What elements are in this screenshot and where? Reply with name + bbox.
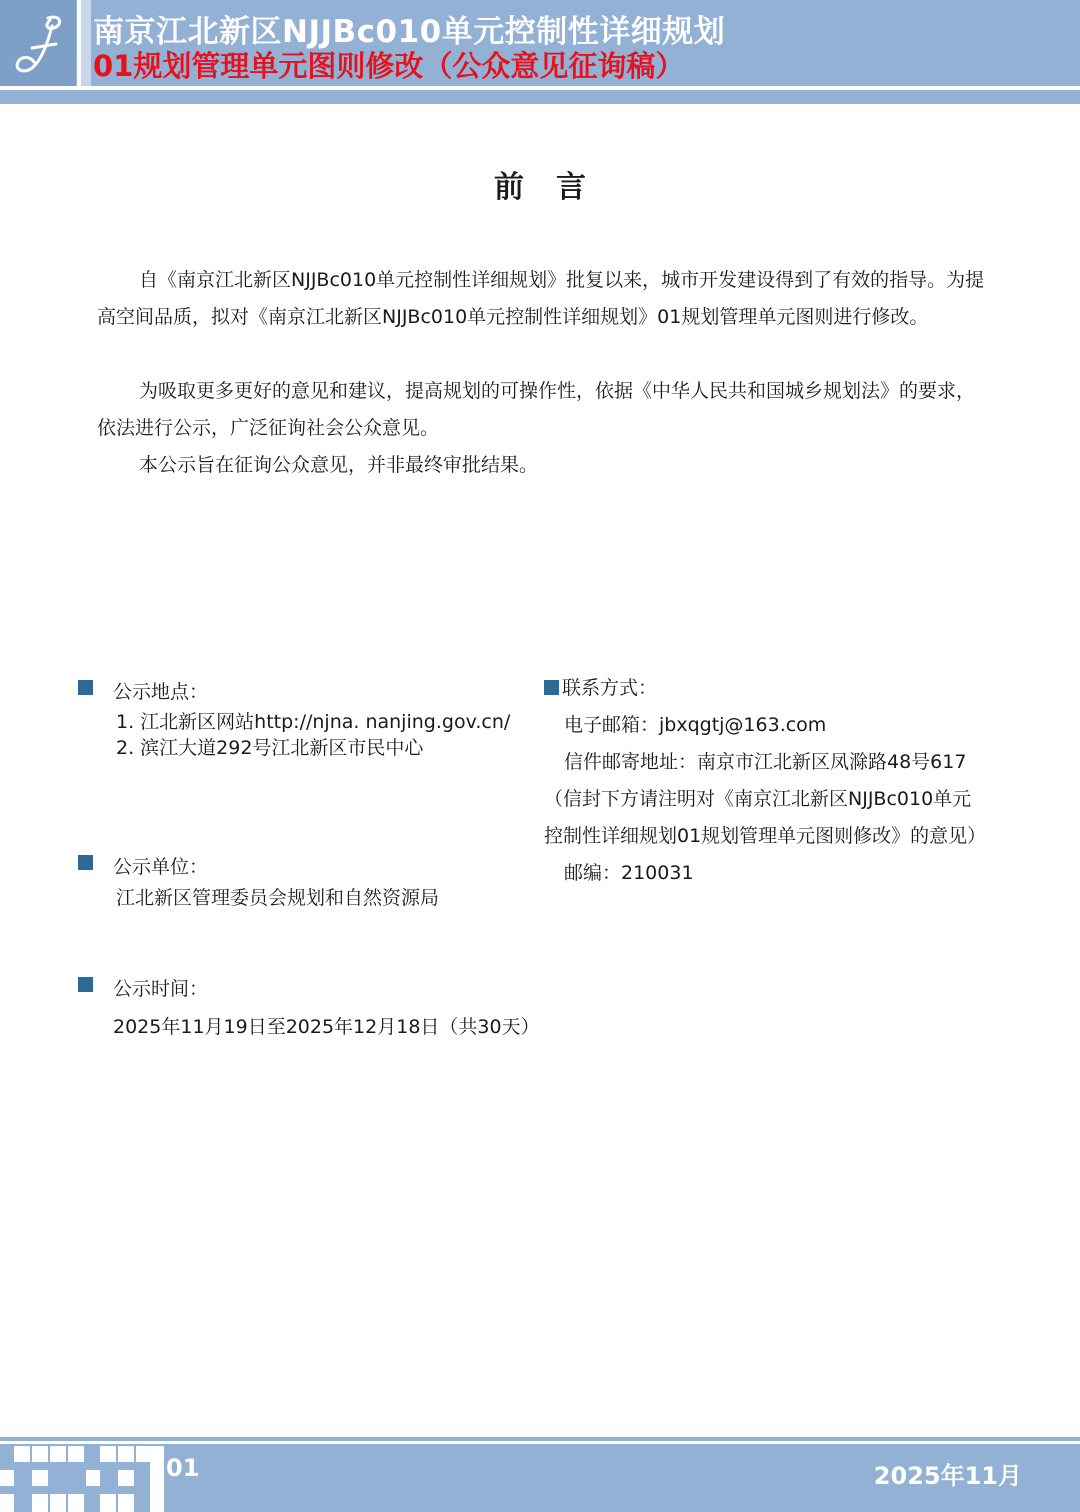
contact-postcode: 邮编：210031 xyxy=(564,862,694,884)
script-j-logo-icon xyxy=(8,8,68,78)
preface-heading: 前言 xyxy=(494,170,618,205)
notice-time-label: 公示时间： xyxy=(113,978,209,1000)
contact-label: 联系方式： xyxy=(562,677,658,699)
notice-location-label: 公示地点： xyxy=(113,681,209,703)
document-title: 南京江北新区NJJBc010单元控制性详细规划 xyxy=(93,14,726,50)
footer-tile-pattern-icon xyxy=(0,1446,170,1512)
document-subtitle: 01规划管理单元图则修改（公众意见征询稿） xyxy=(93,49,685,83)
contact-heading xyxy=(544,670,1024,707)
notice-location-item: 2. 滨江大道292号江北新区市民中心 xyxy=(116,737,424,759)
contact-address: 信件邮寄地址：南京市江北新区凤滁路48号617 xyxy=(564,751,967,773)
notice-unit-value: 江北新区管理委员会规划和自然资源局 xyxy=(116,887,440,909)
bullet-square-icon xyxy=(78,680,93,695)
bullet-square-icon xyxy=(78,855,93,870)
notice-location-item: 1. 江北新区网站http://njna. nanjing.gov.cn/ xyxy=(116,711,511,733)
bullet-square-icon xyxy=(78,977,93,992)
contact-note: 控制性详细规划01规划管理单元图则修改》的意见） xyxy=(544,825,987,847)
bullet-square-icon xyxy=(544,680,559,695)
header-rule xyxy=(0,90,1080,104)
contact-email: 电子邮箱：jbxqgtj@163.com xyxy=(564,714,827,736)
footer-rule xyxy=(0,1437,1080,1441)
contact-note: （信封下方请注明对《南京江北新区NJJBc010单元 xyxy=(544,788,972,810)
preface-paragraph: 为吸取更多更好的意见和建议，提高规划的可操作性，依据《中华人民共和国城乡规划法》的要求，依法进行公示，广泛征询社会公众意见。 xyxy=(97,380,976,439)
preface-paragraph: 自《南京江北新区NJJBc010单元控制性详细规划》批复以来，城市开发建设得到了有效的指导。为提高空间品质，拟对《南京江北新区NJJBc010单元控制性详细规划》01规划管理单元图则进行修改。 xyxy=(97,269,985,328)
footer-date: 2025年11月 xyxy=(873,1462,1022,1490)
page-number: 01 xyxy=(166,1454,200,1482)
notice-time-value: 2025年11月19日至2025年12月18日（共30天） xyxy=(113,1016,540,1038)
notice-unit-label: 公示单位： xyxy=(113,856,209,878)
logo xyxy=(0,0,76,86)
preface-paragraph: 本公示旨在征询公众意见，并非最终审批结果。 xyxy=(139,454,539,476)
contact-info xyxy=(544,670,1024,892)
